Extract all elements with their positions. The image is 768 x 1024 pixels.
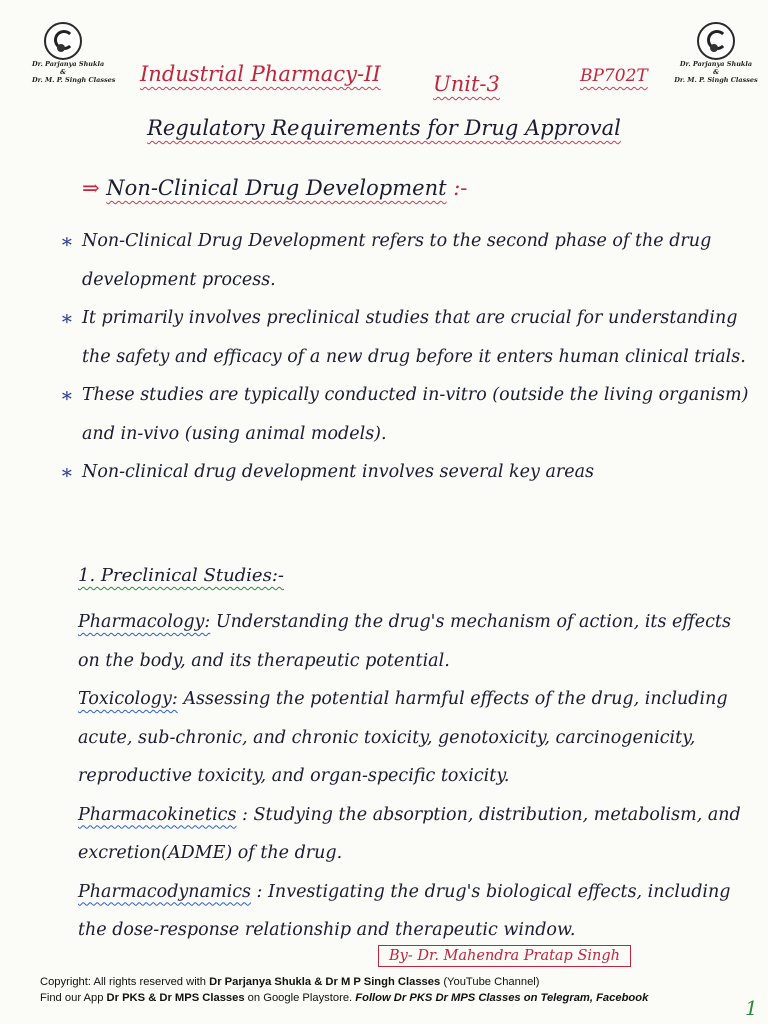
subsection-heading-text: 1. Preclinical Studies:- xyxy=(78,565,284,586)
study-text: Understanding the drug's mechanism of action, its effects on the body, and its therapeutic potential. xyxy=(78,612,731,671)
list-item xyxy=(60,376,760,453)
footer-text: (YouTube Channel) xyxy=(440,976,540,988)
study-term: Toxicology: xyxy=(78,689,178,709)
section-heading-text: Non-Clinical Drug Development xyxy=(106,176,447,200)
author-byline: By- Dr. Mahendra Pratap Singh xyxy=(378,945,631,967)
list-item-text: Non-clinical drug development involves several key areas xyxy=(82,462,595,482)
footer-line-1 xyxy=(40,974,648,990)
study-item xyxy=(78,603,750,680)
study-item xyxy=(78,796,750,873)
footer-line-2 xyxy=(40,990,648,1006)
study-term: Pharmacology: xyxy=(78,612,211,632)
subject-title: Industrial Pharmacy-II xyxy=(140,62,381,86)
study-item xyxy=(78,873,750,950)
logo-line-1: Dr. Parjanya Shukla xyxy=(32,60,105,68)
list-item xyxy=(60,222,760,299)
star-icon: ∗ xyxy=(60,460,74,484)
logo-right xyxy=(668,22,764,84)
list-item-text: It primarily involves preclinical studies that are crucial for understanding the safety and efficacy of a new drug before it enters human clinical trials. xyxy=(82,308,746,367)
star-icon: ∗ xyxy=(60,383,74,407)
footer xyxy=(40,974,648,1006)
page-title-text: Regulatory Requirements for Drug Approval xyxy=(147,116,621,140)
study-item xyxy=(78,680,750,796)
footer-social: Follow Dr PKS Dr MPS Classes on Telegram, Facebook xyxy=(355,992,649,1004)
study-term: Pharmacokinetics xyxy=(78,804,237,825)
logo-left xyxy=(32,22,116,84)
logo-line-2: & xyxy=(60,68,66,76)
logo-line-3: Dr. M. P. Singh Classes xyxy=(674,76,758,84)
logo-line-2: & xyxy=(713,68,719,76)
study-term: Pharmacodynamics xyxy=(78,881,251,902)
footer-text: Copyright: All rights reserved with xyxy=(40,976,210,988)
subsection-heading xyxy=(78,565,284,586)
arrow-icon: ⇒ xyxy=(82,176,100,200)
logo-line-3: Dr. M. P. Singh Classes xyxy=(32,76,116,84)
course-code: BP702T xyxy=(580,66,648,86)
footer-brand: Dr Parjanya Shukla & Dr M P Singh Classes xyxy=(209,976,441,988)
study-text: : Investigating the drug's biological effects, including the dose-response relationship and therapeutic window. xyxy=(78,881,731,940)
bullet-list xyxy=(60,222,760,492)
star-icon: ∗ xyxy=(60,229,74,253)
logo-mark-icon xyxy=(44,22,82,60)
logo-line-1: Dr. Parjanya Shukla xyxy=(679,60,753,68)
unit-label: Unit-3 xyxy=(433,72,500,96)
list-item-text: Non-Clinical Drug Development refers to the second phase of the drug development process. xyxy=(82,231,712,290)
footer-app-name: Dr PKS & Dr MPS Classes xyxy=(106,992,245,1004)
logo-mark-icon xyxy=(697,22,735,60)
study-text: : Studying the absorption, distribution, metabolism, and excretion(ADME) of the drug. xyxy=(78,804,741,863)
study-items xyxy=(78,603,750,950)
footer-text: Find our App xyxy=(40,992,107,1004)
section-heading xyxy=(82,176,467,200)
star-icon: ∗ xyxy=(60,306,74,330)
page-number: 1 xyxy=(745,996,758,1020)
list-item xyxy=(60,453,760,492)
page-title xyxy=(0,116,768,140)
study-text: Assessing the potential harmful effects of the drug, including acute, sub-chronic, and chronic toxicity, genotoxicity, carcinogenicity, reproductive toxicity, and organ-specific toxicity. xyxy=(78,689,728,786)
section-colon: :- xyxy=(453,176,468,200)
list-item xyxy=(60,299,760,376)
footer-text: on Google Playstore. xyxy=(244,992,356,1004)
list-item-text: These studies are typically conducted in-vitro (outside the living organism) and in-vivo (using animal models). xyxy=(82,385,749,444)
